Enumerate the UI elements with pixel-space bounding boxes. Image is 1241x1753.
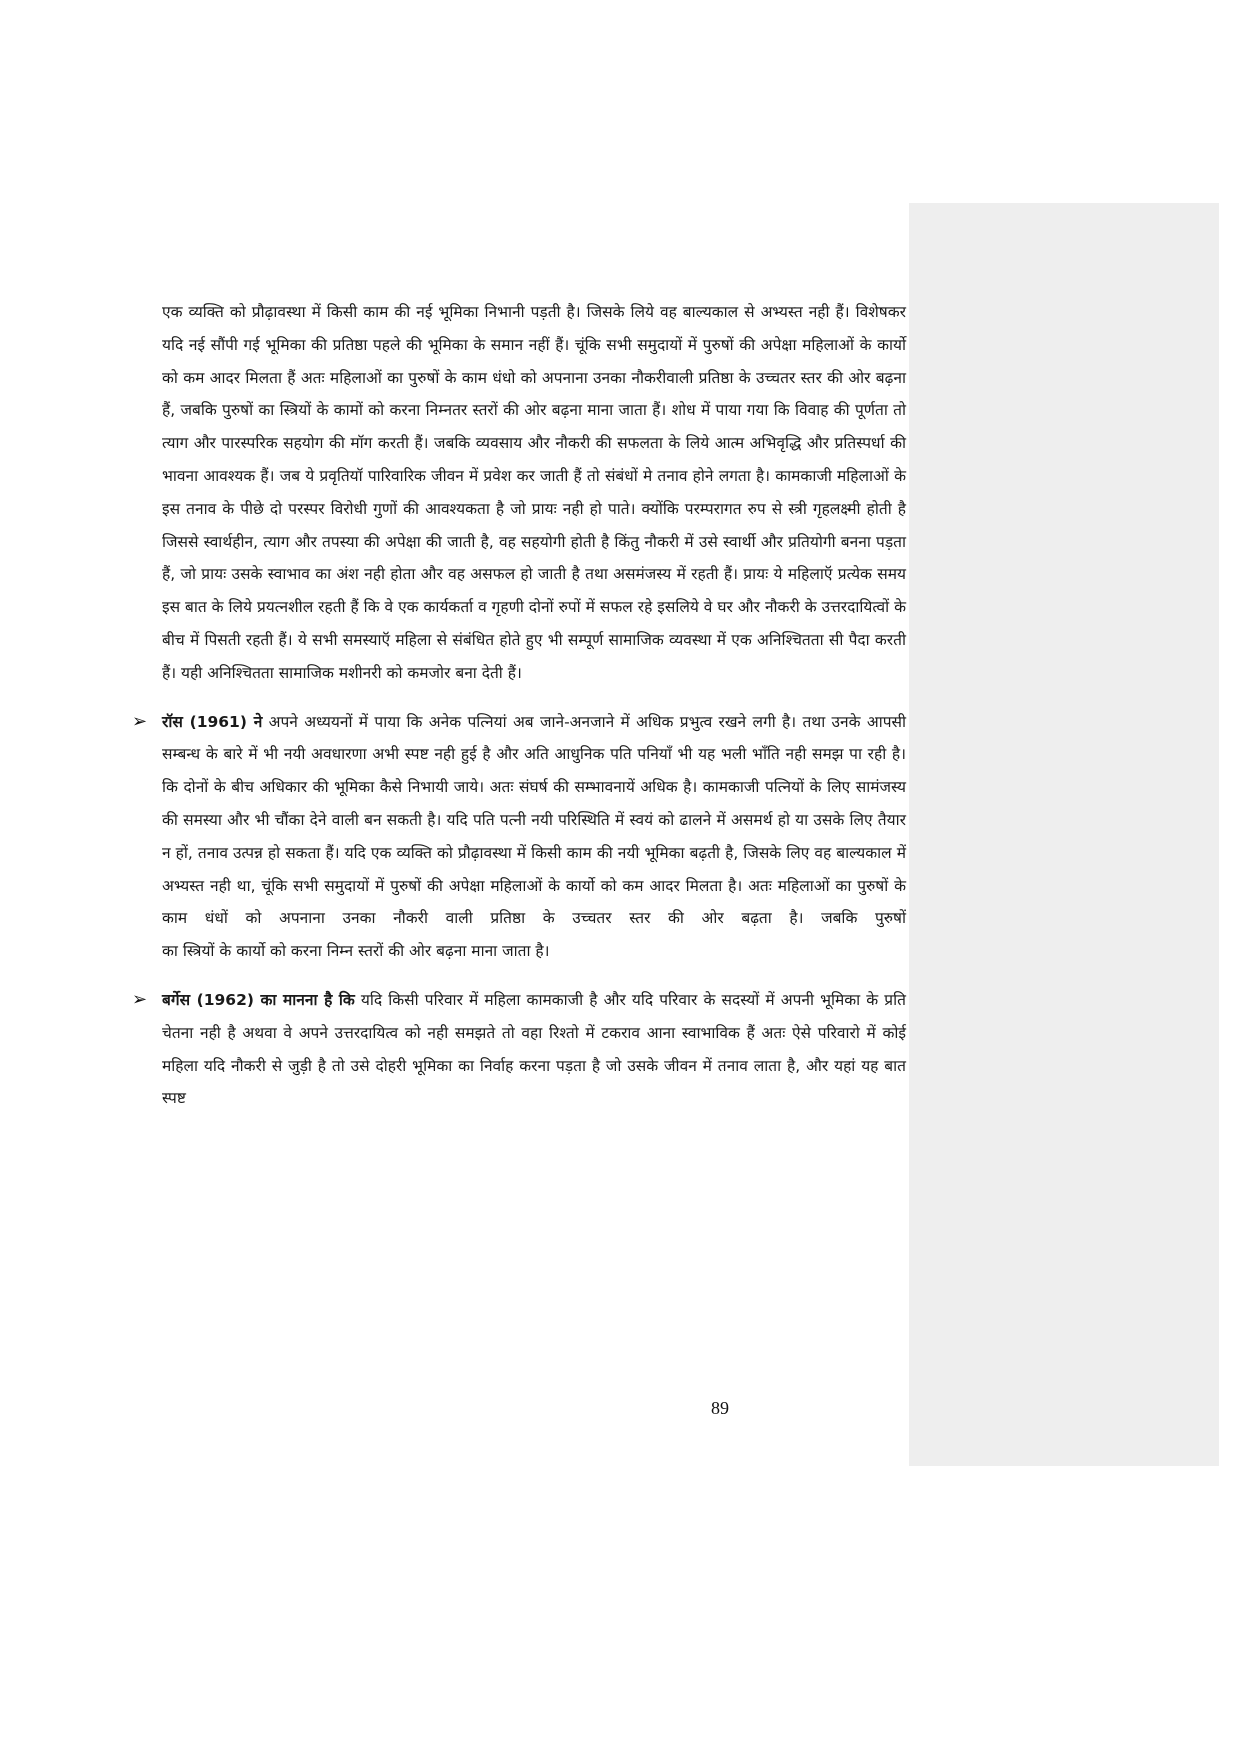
text-line: समस्या और भी चौंका देने वाली बन सकती है। यदि पति पत्नी नयी परिस्थिति में स्वयं को ढालने में — [183, 810, 726, 829]
paragraph-1 — [162, 296, 906, 690]
bullet-paragraph — [162, 706, 906, 968]
text-line: कैसे निभायी जाये। अतः संघर्ष की सम्भावनायें अधिक है। कामकाजी पत्नियों के लिए सामंजस्य की — [162, 778, 906, 829]
text-line: हैं। चूंकि सभी समुदायों में पुरुषों की अपेक्षा महिलाओं के कार्यो को कम आदर मिलता हैं अतः — [162, 335, 906, 387]
text-line: का स्त्रियों के कार्यो को करना निम्न स्तरों की ओर बढ़ना माना जाता है। — [162, 942, 550, 961]
bullet-lead-text: रॉस (1961) ने — [162, 712, 263, 731]
text-line: महिलाओं के इस तनाव के पीछे दो परस्पर विरोधी गुणों की आवश्यकता है जो प्रायः नही हो पाते। — [162, 466, 906, 518]
arrow-bullet-icon: ➢ — [132, 988, 148, 1010]
text-line: महिलाओं का पुरुषों के काम धंधो को अपनाना उनका नौकरीवाली प्रतिष्ठा के उच्चतर स्तर की ओर — [329, 368, 871, 387]
text-line: में सफल रहे इसलिये वे घर और नौकरी के उत्तरदायित्वों के बीच में पिसती रहती हैं। ये सभी — [162, 598, 906, 649]
text-line: ये प्रवृतियॉ पारिवारिक जीवन में प्रवेश कर जाती हैं तो संबंधों मे तनाव होने लगता है। कामकाजी — [305, 466, 832, 485]
text-line: हैं। यही अनिश्चितता सामाजिक मशीनरी को कमजोर बना देती हैं। — [162, 663, 522, 682]
bullet-item-ross — [132, 706, 906, 968]
text-line: जाती है, वह सहयोगी होती है किंतु नौकरी में उसे स्वार्थी और प्रतियोगी बनना पड़ता हैं, जो प्रायः — [162, 532, 906, 584]
comment-margin-pane — [909, 203, 1219, 1466]
text-line: आधुनिक पति पनियाँ भी यह भली भाँति नही समझ पा रही है। कि दोनों के बीच अधिकार की भूमिका — [162, 745, 906, 797]
bullet-lead-text: बर्गेस (1962) का मानना है कि — [162, 990, 355, 1009]
text-line: व्यवसाय और नौकरी की सफलता के लिये आत्म अभिवृद्धि और प्रतिस्पर्धा की भावना आवश्यक हैं। जब — [162, 434, 906, 485]
text-line: एक व्यक्ति को प्रौढ़ावस्था में किसी काम की नई भूमिका निभानी पड़ती है। जिसके लिये वह बाल्यकाल — [162, 303, 739, 321]
text-line: समुदायों में पुरुषों की अपेक्षा महिलाओं के कार्यो को कम आदर मिलता है। अतः महिलाओं का पुरुषों — [324, 876, 889, 895]
text-line: किसी काम की नयी भूमिका बढ़ती है, जिसके लिए वह बाल्यकाल में अभ्यस्त नही था, चूंकि सभी — [162, 843, 906, 895]
arrow-bullet-icon: ➢ — [132, 710, 148, 732]
text-line: रिश्तो में टकराव आना स्वाभाविक हैं अतः ऐसे परिवारो में कोई महिला यदि नौकरी से जुड़ी है तो उसे — [162, 1023, 906, 1075]
text-line: उसके स्वाभाव का अंश नही होता और वह असफल हो जाती है तथा असमंजस्य में रहती हैं। प्रायः ये — [231, 565, 783, 584]
page-body — [132, 296, 906, 1115]
text-line: महिलाऍ प्रत्येक समय इस बात के लिये प्रयत्नशील रहती हैं कि वे एक कार्यकर्ता व गृहणी दोनों रुपों — [162, 565, 906, 617]
text-line: सदस्यों में अपनी भूमिका के प्रति चेतना नही है अथवा वे अपने उत्तरदायित्व को नही समझते तो वहा — [162, 990, 906, 1042]
text-line: दोहरी भूमिका का निर्वाह करना पड़ता है जो उसके जीवन में तनाव लाता है, और यहां यह बात स्पष्ट — [162, 1056, 906, 1108]
text-line: लगी है। तथा उनके आपसी सम्बन्ध के बारे में भी नयी अवधारणा अभी स्पष्ट नही हुई है और अति — [162, 712, 906, 764]
text-line: से अभ्यस्त नही हैं। विशेषकर यदि नई सौंपी गई भूमिका की प्रतिष्ठा पहले की भूमिका के समान नहीं — [162, 303, 906, 354]
text-line: यदि किसी परिवार में महिला कामकाजी है और यदि परिवार के — [360, 990, 716, 1009]
bullet-paragraph — [162, 984, 906, 1115]
text-line: शोध में पाया गया कि विवाह की पूर्णता तो त्याग और पारस्परिक सहयोग की मॉग करती हैं। जबकि — [162, 401, 906, 453]
text-line: क्योंकि परम्परागत रुप से स्त्री गृहलक्ष्मी होती है जिससे स्वार्थहीन, त्याग और तपस्या की अपेक्षा की — [162, 499, 906, 551]
text-line: अपने अध्ययनों में पाया कि अनेक पत्नियां अब जाने-अनजाने में अधिक प्रभुत्व रखने — [268, 712, 747, 731]
text-line: असमर्थ हो या उसके लिए तैयार न हों, तनाव उत्पन्न हो सकता हैं। यदि एक व्यक्ति को प्रौढ़ावस्था में — [162, 810, 906, 862]
page-number: 89 — [711, 1398, 729, 1418]
text-line: समस्याऍ महिला से संबंधित होते हुए भी सम्पूर्ण सामाजिक व्यवस्था में एक अनिश्चितता सी पैदा करती — [342, 630, 906, 649]
text-line: के काम धंधों को अपनाना उनका नौकरी वाली प्रतिष्ठा के उच्चतर स्तर की ओर बढ़ता है। जबकि पुरुषों — [162, 876, 906, 928]
bullet-item-burgess — [132, 984, 906, 1115]
text-line: बढ़ना हैं, जबकि पुरुषों का स्त्रियों के कामों को करना निम्नतर स्तरों की ओर बढ़ना माना जाता हैं। — [162, 368, 906, 420]
